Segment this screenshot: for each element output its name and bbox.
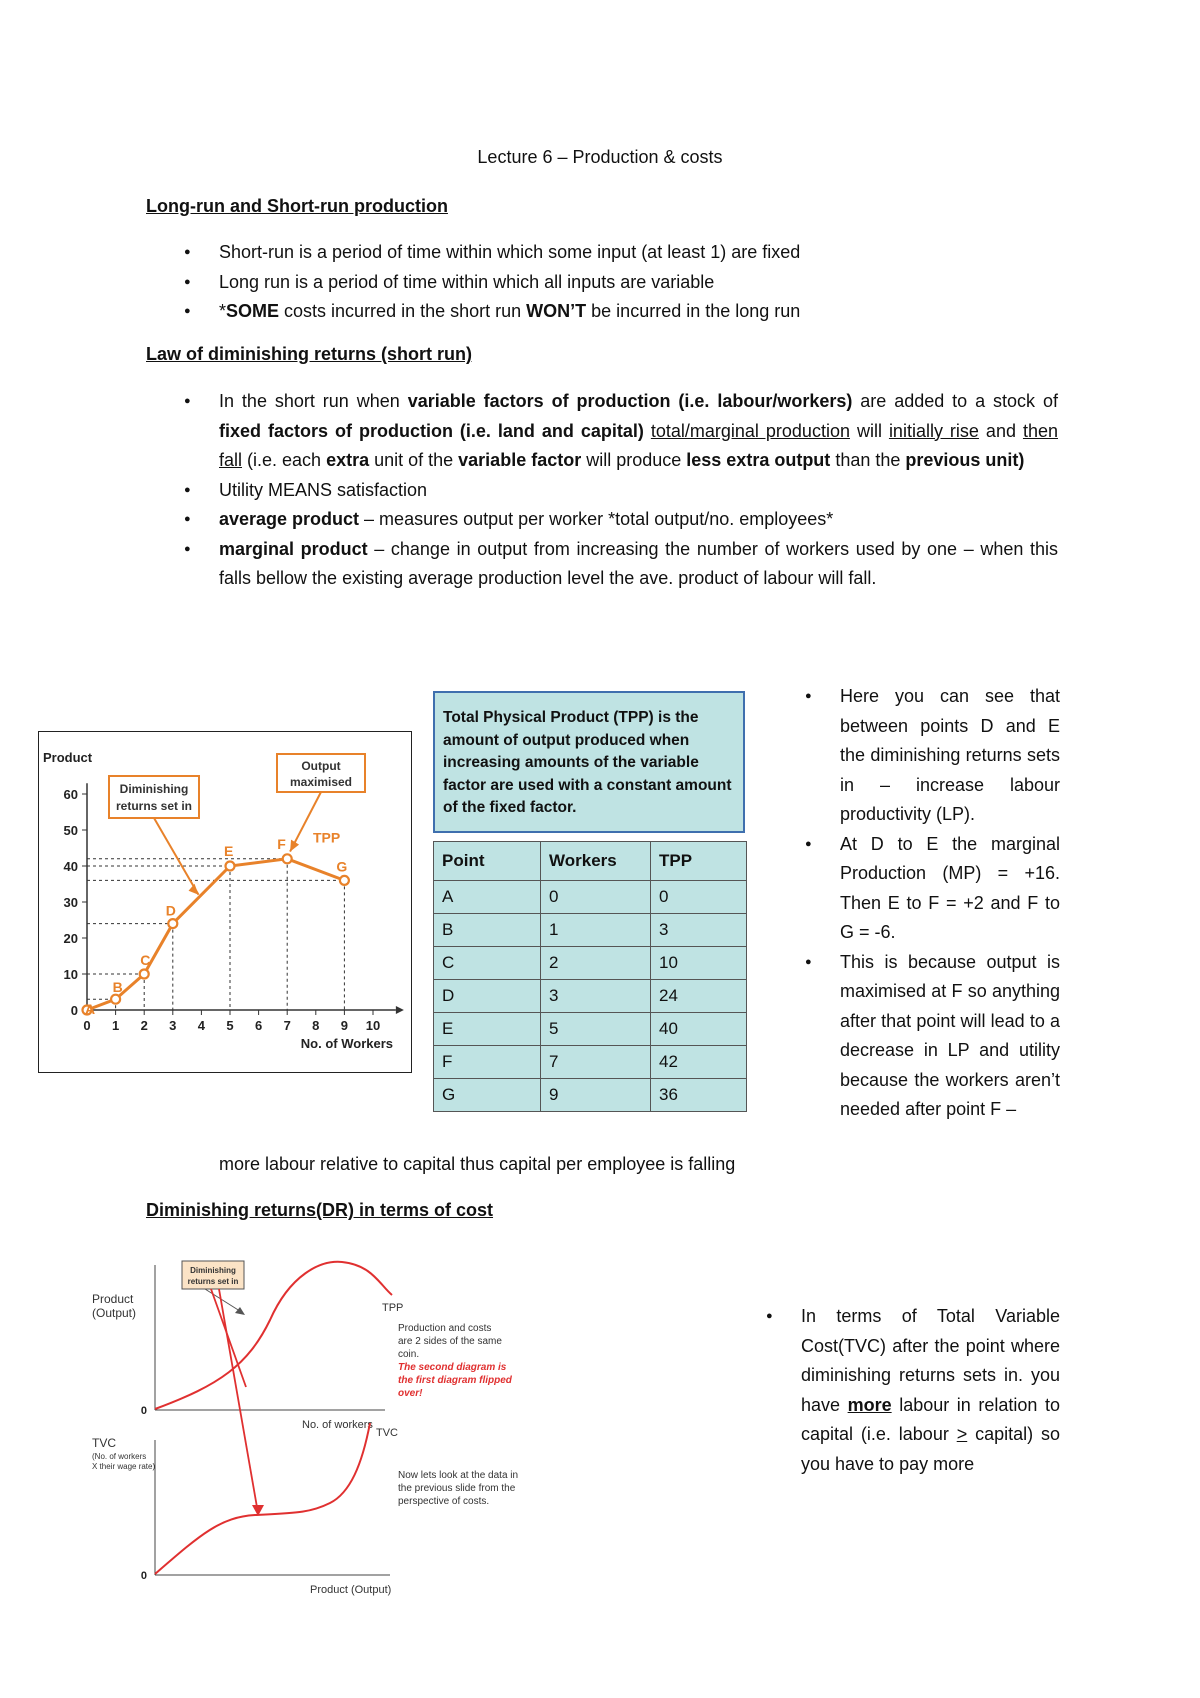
x-tick-label: 0 <box>83 1018 91 1033</box>
callout-text: returns set in <box>115 799 193 813</box>
data-point <box>226 862 235 871</box>
list-item: ● marginal product – change in output from increasing the number of workers used by one – when this falls bellow the existing average production level the ave. product of labour will fall. <box>146 535 1058 594</box>
table-cell: D <box>434 980 541 1013</box>
tpp-line <box>87 859 344 1010</box>
callout-text: maximised <box>289 775 353 789</box>
list-item: ● Long run is a period of time within which all inputs are variable <box>146 268 1066 298</box>
p2-origin-label: 0 <box>140 1570 147 1582</box>
table-cell: B <box>434 914 541 947</box>
callout-text: Output <box>301 759 341 773</box>
table-cell: 10 <box>651 947 747 980</box>
y-tick-label: 10 <box>63 967 78 982</box>
table-header-row: Point Workers TPP <box>434 842 747 881</box>
y-tick-label: 60 <box>63 787 78 802</box>
tpp-definition-box: Total Physical Product (TPP) is the amount of output produced when increasing amounts of the variable factor are used with a constant amount of the fixed factor. <box>433 691 745 833</box>
tvc-note <box>763 1302 1060 1479</box>
heading-diminishing-returns: Law of diminishing returns (short run) <box>146 344 472 364</box>
data-point <box>168 919 177 928</box>
tvc-curve <box>155 1423 370 1574</box>
heading-long-short-run: Long-run and Short-run production <box>146 196 448 216</box>
note-text: the previous slide from the <box>398 1483 516 1494</box>
table-row <box>434 1046 747 1079</box>
list-item: ● average product – measures output per worker *total output/no. employees* <box>146 505 1058 535</box>
p1-y-label: Product <box>92 1292 134 1306</box>
page-title: Lecture 6 – Production & costs <box>477 147 723 167</box>
table-row <box>434 914 747 947</box>
note-text: Now lets look at the data in <box>398 1470 519 1481</box>
table-cell: 42 <box>651 1046 747 1079</box>
cost-callout-text: returns set in <box>187 1277 239 1286</box>
tvc-curve-label: TVC <box>376 1427 398 1439</box>
table-cell: 0 <box>541 881 651 914</box>
x-tick-label: 3 <box>169 1018 177 1033</box>
callout-text: Diminishing <box>119 782 189 796</box>
tpp-table <box>433 841 747 1112</box>
point-label: G <box>336 858 348 875</box>
cost-diagram <box>80 1255 600 1600</box>
y-tick-label: 30 <box>63 895 78 910</box>
right-notes <box>802 682 1060 1125</box>
table-cell: E <box>434 1013 541 1046</box>
note-text: perspective of costs. <box>398 1496 490 1507</box>
table-row <box>434 947 747 980</box>
table-cell: 5 <box>541 1013 651 1046</box>
note-text: are 2 sides of the same <box>398 1336 502 1347</box>
tpp-curve-label: TPP <box>382 1302 404 1314</box>
note-text-red: over! <box>398 1388 423 1399</box>
x-tick-label: 7 <box>283 1018 291 1033</box>
table-row <box>434 1079 747 1112</box>
p2-x-label: Product (Output) <box>310 1584 392 1596</box>
table-cell: 3 <box>541 980 651 1013</box>
point-label: B <box>112 979 123 996</box>
p2-y-label: TVC <box>92 1436 116 1450</box>
table-cell: A <box>434 881 541 914</box>
section1-list <box>146 238 1066 327</box>
x-tick-label: 9 <box>340 1018 349 1033</box>
note-text-red: The second diagram is <box>398 1362 507 1373</box>
section2-list <box>146 387 1058 594</box>
p2-y-label: (No. of workers <box>92 1452 147 1461</box>
table-cell: 3 <box>651 914 747 947</box>
table-cell: 0 <box>651 881 747 914</box>
table-cell: 36 <box>651 1079 747 1112</box>
point-label: C <box>140 952 151 968</box>
table-row <box>434 1013 747 1046</box>
note-text-red: the first diagram flipped <box>398 1375 512 1386</box>
list-item: ● *SOME costs incurred in the short run WON’T be incurred in the long run <box>146 297 1066 327</box>
note-text: Production and costs <box>398 1323 492 1334</box>
x-axis-title: No. of Workers <box>300 1036 394 1051</box>
x-tick-label: 2 <box>140 1018 148 1033</box>
p2-y-label: X their wage rate) <box>92 1462 156 1471</box>
point-label: A <box>85 1001 96 1017</box>
x-tick-label: 10 <box>365 1018 381 1033</box>
data-point <box>340 876 349 885</box>
p1-x-label: No. of workers <box>302 1419 373 1431</box>
list-item: ● Here you can see that between points D and E the diminishing returns sets in – increase labour productivity (LP). <box>802 682 1060 830</box>
x-tick-label: 6 <box>254 1018 263 1033</box>
x-tick-label: 8 <box>312 1018 320 1033</box>
table-cell: F <box>434 1046 541 1079</box>
table-cell: 40 <box>651 1013 747 1046</box>
y-axis-title: Product <box>43 750 93 765</box>
list-item: ● This is because output is maximised at F so anything after that point will lead to a decrease in LP and utility because the workers aren’t needed after point F – <box>802 948 1060 1125</box>
note-text: coin. <box>398 1349 420 1360</box>
x-axis-arrow <box>396 1006 404 1014</box>
table-cell: C <box>434 947 541 980</box>
x-tick-label: 4 <box>197 1018 206 1033</box>
x-tick-label: 1 <box>111 1018 120 1033</box>
list-item: ● At D to E the marginal Production (MP) = +16. Then E to F = +2 and F to G = -6. <box>802 830 1060 948</box>
list-item: ● In the short run when variable factors of production (i.e. labour/workers) are added to a stock of fixed factors of production (i.e. land and capital) total/marginal production will initially rise and then fall (i.e. each extra unit of the variable factor will produce less extra output than the previous unit) <box>146 387 1058 476</box>
series-label: TPP <box>312 829 341 846</box>
y-tick-label: 0 <box>70 1003 78 1018</box>
table-cell: 7 <box>541 1046 651 1079</box>
y-tick-label: 20 <box>63 931 78 946</box>
table-row <box>434 881 747 914</box>
cost-callout-arrowhead <box>235 1307 245 1315</box>
connector-arrow-2 <box>219 1289 258 1513</box>
table-cell: 24 <box>651 980 747 1013</box>
heading-dr-cost: Diminishing returns(DR) in terms of cost <box>146 1200 494 1220</box>
cost-diagram-svg <box>80 1255 600 1600</box>
tpp-chart <box>38 731 412 1073</box>
point-label: E <box>224 843 234 859</box>
table-cell: 1 <box>541 914 651 947</box>
point-label: D <box>165 902 176 919</box>
callout-arrowhead <box>189 884 199 895</box>
list-item: ● Utility MEANS satisfaction <box>146 476 1058 506</box>
y-tick-label: 50 <box>63 823 78 838</box>
table-row <box>434 980 747 1013</box>
tpp-table-wrap <box>433 841 747 1112</box>
x-tick-label: 5 <box>226 1018 234 1033</box>
table-cell: 2 <box>541 947 651 980</box>
table-cell: 9 <box>541 1079 651 1112</box>
p1-y-label: (Output) <box>92 1306 137 1320</box>
table-cell: G <box>434 1079 541 1112</box>
list-item: ● Short-run is a period of time within which some input (at least 1) are fixed <box>146 238 1066 268</box>
data-point <box>111 995 120 1004</box>
point-label: F <box>277 835 286 852</box>
cost-callout-text: Diminishing <box>190 1266 236 1275</box>
list-item: ● In terms of Total Variable Cost(TVC) after the point where diminishing returns sets in. you have more labour in relation to capital (i.e. labour > capital) so you have to pay more <box>763 1302 1060 1479</box>
callout-arrow <box>154 818 199 895</box>
cost-callout-arrow <box>205 1289 243 1313</box>
connector-spacer <box>246 1387 370 1395</box>
data-point <box>140 970 149 979</box>
y-tick-label: 40 <box>63 859 78 874</box>
p1-origin-label: 0 <box>140 1405 147 1417</box>
continuation-text: more labour relative to capital thus capital per employee is falling <box>219 1154 736 1174</box>
tpp-chart-svg <box>39 732 411 1072</box>
data-point <box>283 854 292 863</box>
